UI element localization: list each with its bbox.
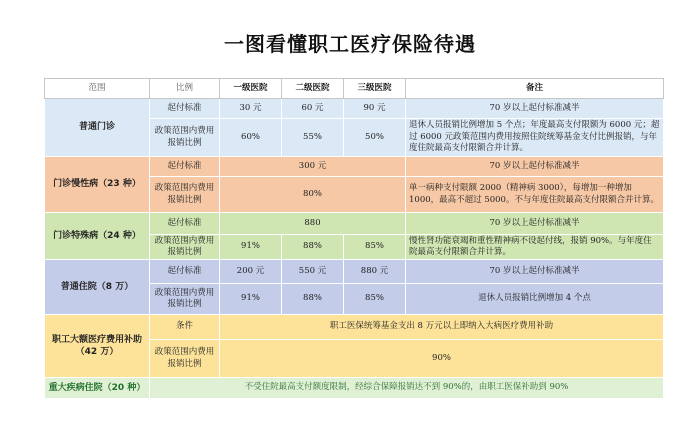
category-inpatient: 普通住院（8 万） (45, 260, 150, 315)
row-label: 政策范围内费用报销比例 (150, 284, 220, 315)
cell-note: 退休人员报销比例增加 5 个点；年度最高支付限额为 6000 元；超过 6000 元政策范围内费用按照住院统筹基金支付比例报销，与年度住院最高支付限额合并计算。 (406, 119, 664, 157)
table-row (45, 315, 664, 340)
cell-merged: 880 (220, 213, 406, 235)
page-title: 一图看懂职工医疗保险待遇 (224, 32, 476, 56)
cell-level3: 50% (344, 119, 406, 157)
cell-note: 慢性肾功能衰竭和重性精神病不设起付线，报销 90%。与年度住院最高支付限额合并计算。 (406, 235, 664, 260)
category-chronic: 门诊慢性病（23 种） (45, 157, 150, 213)
table-row (45, 260, 664, 284)
cell-merged: 90% (220, 340, 664, 378)
row-label: 起付标准 (150, 157, 220, 177)
header-scope: 范围 (45, 79, 150, 99)
cell-level2: 550 元 (282, 260, 344, 284)
row-label: 起付标准 (150, 260, 220, 284)
cell-note: 70 岁以上起付标准减半 (406, 99, 664, 119)
benefits-table (44, 78, 664, 399)
cell-level3: 90 元 (344, 99, 406, 119)
category-serious-illness: 重大疾病住院（20 种） (45, 378, 150, 399)
cell-merged: 80% (220, 177, 406, 213)
row-label: 条件 (150, 315, 220, 340)
row-label: 政策范围内费用报销比例 (150, 235, 220, 260)
cell-note: 退休人员报销比例增加 4 个点 (406, 284, 664, 315)
table-row (45, 213, 664, 235)
row-label: 政策范围内费用报销比例 (150, 119, 220, 157)
header-level1: 一级医院 (220, 79, 282, 99)
category-special: 门诊特殊病（24 种） (45, 213, 150, 260)
cell-level1: 91% (220, 235, 282, 260)
table-row (45, 157, 664, 177)
cell-level1: 60% (220, 119, 282, 157)
row-label: 起付标准 (150, 99, 220, 119)
cell-level1: 91% (220, 284, 282, 315)
header-level2: 二级医院 (282, 79, 344, 99)
row-label: 起付标准 (150, 213, 220, 235)
header-ratio: 比例 (150, 79, 220, 99)
cell-merged: 不受住院最高支付额度限制，经综合保障报销达不到 90%的，由职工医保补助到 90% (150, 378, 664, 399)
cell-level3: 880 元 (344, 260, 406, 284)
cell-level1: 200 元 (220, 260, 282, 284)
category-large-expense: 职工大额医疗费用补助（42 万） (45, 315, 150, 378)
cell-note: 70 岁以上起付标准减半 (406, 260, 664, 284)
cell-level2: 55% (282, 119, 344, 157)
cell-level1: 30 元 (220, 99, 282, 119)
cell-level3: 85% (344, 235, 406, 260)
header-notes: 备注 (406, 79, 664, 99)
row-label: 政策范围内费用报销比例 (150, 340, 220, 378)
cell-level2: 88% (282, 235, 344, 260)
table-header-row (45, 79, 664, 99)
category-outpatient: 普通门诊 (45, 99, 150, 157)
table-row (45, 378, 664, 399)
table-row (45, 99, 664, 119)
cell-merged: 职工医保统筹基金支出 8 万元以上即纳入大病医疗费用补助 (220, 315, 664, 340)
cell-merged: 300 元 (220, 157, 406, 177)
cell-level2: 88% (282, 284, 344, 315)
cell-note: 70 岁以上起付标准减半 (406, 157, 664, 177)
row-label: 政策范围内费用报销比例 (150, 177, 220, 213)
cell-note: 单一病种支付限额 2000（精神病 3000），每增加一种增加 1000，最高不超过 5000。不与年度住院最高支付限额合并计算。 (406, 177, 664, 213)
cell-level2: 60 元 (282, 99, 344, 119)
cell-note: 70 岁以上起付标准减半 (406, 213, 664, 235)
cell-level3: 85% (344, 284, 406, 315)
header-level3: 三级医院 (344, 79, 406, 99)
